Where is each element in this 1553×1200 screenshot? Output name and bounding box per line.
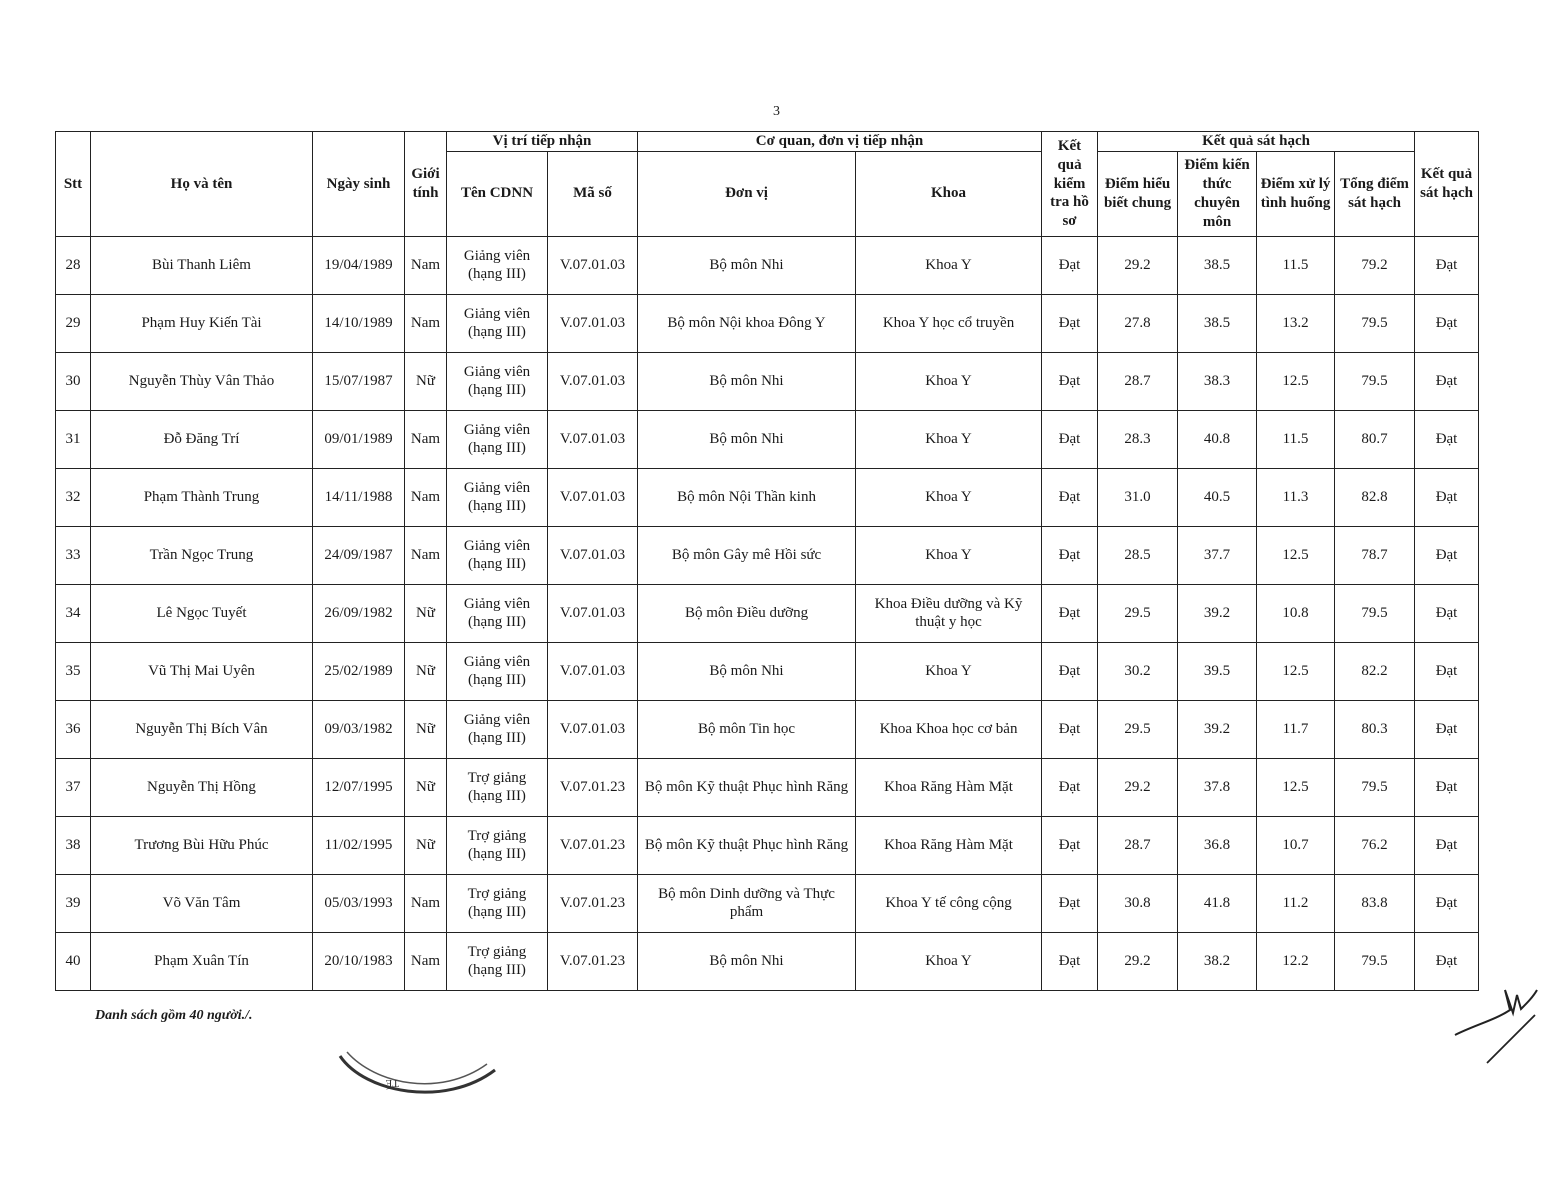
cell-result: Đạt [1415, 642, 1479, 700]
cell-unit: Bộ môn Gây mê Hồi sức [638, 526, 856, 584]
header-gender: Giới tính [405, 132, 447, 237]
header-score-situation: Điểm xử lý tình huống [1257, 151, 1335, 236]
stamp-text: TẾ [385, 1077, 399, 1089]
cell-gender: Nữ [405, 816, 447, 874]
cell-code: V.07.01.03 [548, 294, 638, 352]
cell-record-check: Đạt [1042, 410, 1098, 468]
cell-name: Nguyễn Thị Hồng [91, 758, 313, 816]
cell-title: Giảng viên (hạng III) [447, 584, 548, 642]
cell-stt: 33 [56, 526, 91, 584]
cell-unit: Bộ môn Dinh dưỡng và Thực phẩm [638, 874, 856, 932]
header-score-general: Điểm hiểu biết chung [1098, 151, 1178, 236]
cell-result: Đạt [1415, 700, 1479, 758]
header-exam-group: Kết quả sát hạch [1098, 132, 1415, 152]
cell-score-general: 28.7 [1098, 352, 1178, 410]
cell-title: Giảng viên (hạng III) [447, 468, 548, 526]
cell-score-situation: 11.7 [1257, 700, 1335, 758]
cell-dob: 09/01/1989 [313, 410, 405, 468]
table-row [56, 758, 1479, 816]
cell-record-check: Đạt [1042, 874, 1098, 932]
cell-dob: 20/10/1983 [313, 932, 405, 990]
table-row [56, 294, 1479, 352]
cell-record-check: Đạt [1042, 932, 1098, 990]
cell-stt: 30 [56, 352, 91, 410]
header-score-total: Tổng điểm sát hạch [1335, 151, 1415, 236]
cell-unit: Bộ môn Điều dưỡng [638, 584, 856, 642]
cell-title: Trợ giảng (hạng III) [447, 758, 548, 816]
cell-code: V.07.01.03 [548, 352, 638, 410]
cell-score-situation: 13.2 [1257, 294, 1335, 352]
cell-result: Đạt [1415, 236, 1479, 294]
table-row [56, 410, 1479, 468]
cell-score-situation: 12.5 [1257, 352, 1335, 410]
cell-dob: 14/11/1988 [313, 468, 405, 526]
cell-faculty: Khoa Y [856, 236, 1042, 294]
cell-code: V.07.01.23 [548, 932, 638, 990]
cell-stt: 28 [56, 236, 91, 294]
page-number: 3 [773, 104, 780, 119]
cell-score-general: 31.0 [1098, 468, 1178, 526]
cell-unit: Bộ môn Kỹ thuật Phục hình Răng [638, 816, 856, 874]
cell-score-total: 79.5 [1335, 352, 1415, 410]
cell-faculty: Khoa Y [856, 352, 1042, 410]
cell-faculty: Khoa Y [856, 410, 1042, 468]
cell-score-knowledge: 37.8 [1178, 758, 1257, 816]
cell-stt: 35 [56, 642, 91, 700]
cell-score-general: 30.8 [1098, 874, 1178, 932]
cell-code: V.07.01.03 [548, 526, 638, 584]
cell-faculty: Khoa Y [856, 642, 1042, 700]
table-row [56, 526, 1479, 584]
cell-record-check: Đạt [1042, 700, 1098, 758]
cell-score-general: 30.2 [1098, 642, 1178, 700]
cell-title: Giảng viên (hạng III) [447, 236, 548, 294]
cell-record-check: Đạt [1042, 352, 1098, 410]
cell-score-total: 78.7 [1335, 526, 1415, 584]
cell-score-situation: 11.5 [1257, 236, 1335, 294]
cell-name: Bùi Thanh Liêm [91, 236, 313, 294]
cell-stt: 34 [56, 584, 91, 642]
cell-score-total: 80.3 [1335, 700, 1415, 758]
cell-name: Phạm Huy Kiến Tài [91, 294, 313, 352]
cell-stt: 39 [56, 874, 91, 932]
cell-stt: 37 [56, 758, 91, 816]
cell-score-knowledge: 39.2 [1178, 700, 1257, 758]
cell-score-knowledge: 40.5 [1178, 468, 1257, 526]
cell-code: V.07.01.03 [548, 468, 638, 526]
cell-score-situation: 12.5 [1257, 526, 1335, 584]
cell-title: Giảng viên (hạng III) [447, 410, 548, 468]
cell-score-total: 79.2 [1335, 236, 1415, 294]
cell-faculty: Khoa Răng Hàm Mặt [856, 758, 1042, 816]
cell-gender: Nam [405, 932, 447, 990]
header-name: Họ và tên [91, 132, 313, 237]
cell-score-general: 28.3 [1098, 410, 1178, 468]
cell-result: Đạt [1415, 352, 1479, 410]
cell-score-situation: 11.5 [1257, 410, 1335, 468]
cell-unit: Bộ môn Nhi [638, 932, 856, 990]
signature-mark [1445, 975, 1545, 1065]
cell-score-general: 29.2 [1098, 932, 1178, 990]
cell-score-total: 79.5 [1335, 584, 1415, 642]
cell-record-check: Đạt [1042, 236, 1098, 294]
cell-record-check: Đạt [1042, 758, 1098, 816]
cell-result: Đạt [1415, 410, 1479, 468]
cell-score-general: 28.7 [1098, 816, 1178, 874]
cell-title: Trợ giảng (hạng III) [447, 932, 548, 990]
cell-score-knowledge: 37.7 [1178, 526, 1257, 584]
cell-dob: 19/04/1989 [313, 236, 405, 294]
cell-score-knowledge: 38.3 [1178, 352, 1257, 410]
cell-faculty: Khoa Điều dưỡng và Kỹ thuật y học [856, 584, 1042, 642]
table-row [56, 700, 1479, 758]
cell-faculty: Khoa Y [856, 526, 1042, 584]
cell-title: Giảng viên (hạng III) [447, 294, 548, 352]
cell-score-total: 76.2 [1335, 816, 1415, 874]
cell-code: V.07.01.03 [548, 642, 638, 700]
cell-result: Đạt [1415, 294, 1479, 352]
table-row [56, 874, 1479, 932]
cell-code: V.07.01.03 [548, 700, 638, 758]
cell-score-general: 29.2 [1098, 758, 1178, 816]
cell-score-knowledge: 38.5 [1178, 294, 1257, 352]
cell-gender: Nữ [405, 700, 447, 758]
cell-score-situation: 12.2 [1257, 932, 1335, 990]
cell-result: Đạt [1415, 468, 1479, 526]
cell-code: V.07.01.03 [548, 584, 638, 642]
cell-score-total: 79.5 [1335, 932, 1415, 990]
table-row [56, 932, 1479, 990]
cell-gender: Nam [405, 874, 447, 932]
cell-score-situation: 11.2 [1257, 874, 1335, 932]
cell-stt: 31 [56, 410, 91, 468]
cell-unit: Bộ môn Nhi [638, 642, 856, 700]
cell-stt: 40 [56, 932, 91, 990]
cell-unit: Bộ môn Nội Thần kinh [638, 468, 856, 526]
cell-dob: 24/09/1987 [313, 526, 405, 584]
table-row [56, 236, 1479, 294]
cell-score-general: 29.5 [1098, 700, 1178, 758]
cell-stt: 32 [56, 468, 91, 526]
cell-code: V.07.01.03 [548, 410, 638, 468]
table-row [56, 642, 1479, 700]
cell-name: Lê Ngọc Tuyết [91, 584, 313, 642]
cell-code: V.07.01.03 [548, 236, 638, 294]
cell-score-situation: 12.5 [1257, 758, 1335, 816]
cell-stt: 36 [56, 700, 91, 758]
cell-result: Đạt [1415, 584, 1479, 642]
cell-score-knowledge: 38.5 [1178, 236, 1257, 294]
cell-record-check: Đạt [1042, 468, 1098, 526]
cell-gender: Nữ [405, 352, 447, 410]
cell-score-total: 83.8 [1335, 874, 1415, 932]
cell-result: Đạt [1415, 932, 1479, 990]
cell-score-general: 29.5 [1098, 584, 1178, 642]
header-exam-result: Kết quả sát hạch [1415, 132, 1479, 237]
cell-name: Trương Bùi Hữu Phúc [91, 816, 313, 874]
results-table [55, 131, 1479, 991]
cell-name: Nguyễn Thùy Vân Thảo [91, 352, 313, 410]
cell-score-general: 29.2 [1098, 236, 1178, 294]
cell-name: Vũ Thị Mai Uyên [91, 642, 313, 700]
cell-dob: 14/10/1989 [313, 294, 405, 352]
cell-name: Đỗ Đăng Trí [91, 410, 313, 468]
cell-gender: Nữ [405, 758, 447, 816]
cell-title: Giảng viên (hạng III) [447, 700, 548, 758]
header-stt: Stt [56, 132, 91, 237]
cell-score-total: 79.5 [1335, 758, 1415, 816]
header-code: Mã số [548, 151, 638, 236]
cell-dob: 09/03/1982 [313, 700, 405, 758]
header-position-group: Vị trí tiếp nhận [447, 132, 638, 152]
cell-unit: Bộ môn Nhi [638, 352, 856, 410]
cell-score-total: 80.7 [1335, 410, 1415, 468]
cell-unit: Bộ môn Nhi [638, 236, 856, 294]
cell-score-situation: 10.7 [1257, 816, 1335, 874]
cell-score-knowledge: 38.2 [1178, 932, 1257, 990]
cell-name: Võ Văn Tâm [91, 874, 313, 932]
cell-result: Đạt [1415, 758, 1479, 816]
table-row [56, 816, 1479, 874]
table-row [56, 584, 1479, 642]
cell-code: V.07.01.23 [548, 816, 638, 874]
cell-dob: 05/03/1993 [313, 874, 405, 932]
cell-gender: Nữ [405, 584, 447, 642]
cell-unit: Bộ môn Nhi [638, 410, 856, 468]
cell-record-check: Đạt [1042, 294, 1098, 352]
cell-score-knowledge: 36.8 [1178, 816, 1257, 874]
cell-score-situation: 10.8 [1257, 584, 1335, 642]
cell-result: Đạt [1415, 526, 1479, 584]
cell-unit: Bộ môn Kỹ thuật Phục hình Răng [638, 758, 856, 816]
header-title: Tên CDNN [447, 151, 548, 236]
cell-title: Trợ giảng (hạng III) [447, 874, 548, 932]
cell-score-total: 82.8 [1335, 468, 1415, 526]
cell-dob: 11/02/1995 [313, 816, 405, 874]
cell-score-general: 28.5 [1098, 526, 1178, 584]
cell-score-knowledge: 40.8 [1178, 410, 1257, 468]
cell-faculty: Khoa Khoa học cơ bản [856, 700, 1042, 758]
cell-title: Giảng viên (hạng III) [447, 526, 548, 584]
cell-record-check: Đạt [1042, 584, 1098, 642]
cell-gender: Nam [405, 236, 447, 294]
header-unit: Đơn vị [638, 151, 856, 236]
header-score-knowledge: Điểm kiến thức chuyên môn [1178, 151, 1257, 236]
cell-score-general: 27.8 [1098, 294, 1178, 352]
cell-name: Nguyễn Thị Bích Vân [91, 700, 313, 758]
cell-dob: 15/07/1987 [313, 352, 405, 410]
cell-score-knowledge: 39.2 [1178, 584, 1257, 642]
stamp-mark [335, 1048, 505, 1108]
cell-gender: Nữ [405, 642, 447, 700]
cell-record-check: Đạt [1042, 816, 1098, 874]
cell-score-knowledge: 39.5 [1178, 642, 1257, 700]
cell-title: Giảng viên (hạng III) [447, 352, 548, 410]
cell-unit: Bộ môn Nội khoa Đông Y [638, 294, 856, 352]
cell-code: V.07.01.23 [548, 758, 638, 816]
cell-faculty: Khoa Y [856, 468, 1042, 526]
header-record-check: Kết quả kiểm tra hồ sơ [1042, 132, 1098, 237]
cell-dob: 25/02/1989 [313, 642, 405, 700]
cell-faculty: Khoa Y [856, 932, 1042, 990]
header-faculty: Khoa [856, 151, 1042, 236]
cell-gender: Nam [405, 526, 447, 584]
cell-score-situation: 12.5 [1257, 642, 1335, 700]
cell-dob: 12/07/1995 [313, 758, 405, 816]
cell-code: V.07.01.23 [548, 874, 638, 932]
header-agency-group: Cơ quan, đơn vị tiếp nhận [638, 132, 1042, 152]
cell-gender: Nam [405, 410, 447, 468]
cell-unit: Bộ môn Tin học [638, 700, 856, 758]
cell-dob: 26/09/1982 [313, 584, 405, 642]
cell-result: Đạt [1415, 816, 1479, 874]
cell-title: Trợ giảng (hạng III) [447, 816, 548, 874]
cell-score-total: 82.2 [1335, 642, 1415, 700]
cell-title: Giảng viên (hạng III) [447, 642, 548, 700]
cell-faculty: Khoa Y tế công cộng [856, 874, 1042, 932]
footer-note: Danh sách gồm 40 người./. [95, 1008, 253, 1023]
cell-result: Đạt [1415, 874, 1479, 932]
header-dob: Ngày sinh [313, 132, 405, 237]
cell-record-check: Đạt [1042, 526, 1098, 584]
cell-faculty: Khoa Răng Hàm Mặt [856, 816, 1042, 874]
cell-record-check: Đạt [1042, 642, 1098, 700]
cell-score-situation: 11.3 [1257, 468, 1335, 526]
cell-score-knowledge: 41.8 [1178, 874, 1257, 932]
cell-name: Phạm Xuân Tín [91, 932, 313, 990]
cell-name: Trần Ngọc Trung [91, 526, 313, 584]
cell-stt: 29 [56, 294, 91, 352]
table-row [56, 352, 1479, 410]
cell-gender: Nam [405, 294, 447, 352]
cell-faculty: Khoa Y học cổ truyền [856, 294, 1042, 352]
cell-gender: Nam [405, 468, 447, 526]
cell-score-total: 79.5 [1335, 294, 1415, 352]
cell-name: Phạm Thành Trung [91, 468, 313, 526]
table-row [56, 468, 1479, 526]
cell-stt: 38 [56, 816, 91, 874]
